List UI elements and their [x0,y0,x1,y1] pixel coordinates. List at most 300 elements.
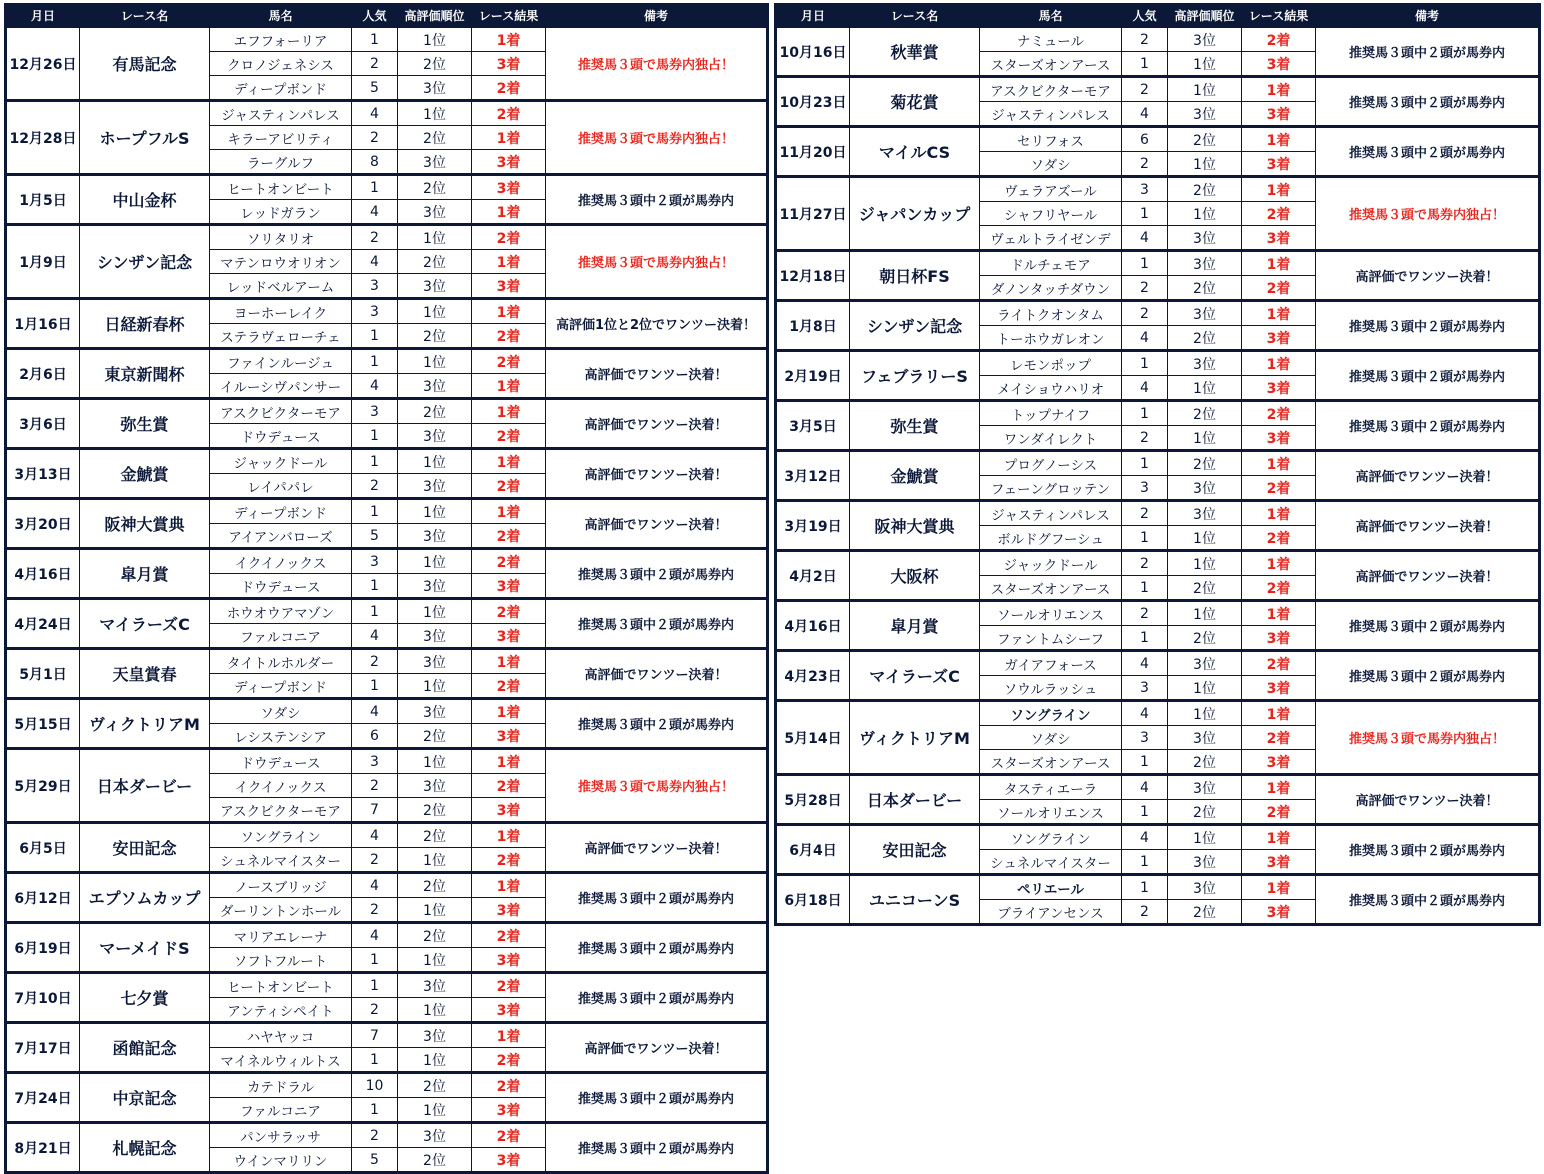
table-row [776,825,1540,850]
evaluation-rank: 2位 [398,399,472,424]
popularity: 8 [352,150,398,175]
evaluation-rank: 1位 [398,948,472,973]
horse-name: アンティシペイト [210,998,352,1023]
header-note: 備考 [546,5,768,27]
table-row [6,1073,768,1098]
evaluation-rank: 1位 [398,225,472,250]
evaluation-rank: 1位 [1168,701,1242,726]
horse-name: イクイノックス [210,549,352,574]
race-date: 7月24日 [6,1073,80,1123]
table-row [6,749,768,774]
evaluation-rank: 2位 [1168,576,1242,601]
popularity: 4 [1122,651,1168,676]
horse-name: タスティエーラ [980,775,1122,800]
popularity: 4 [1122,226,1168,251]
popularity: 4 [1122,326,1168,351]
evaluation-rank: 1位 [398,101,472,126]
race-date: 2月19日 [776,351,850,401]
race-result: 2着 [472,774,546,798]
horse-name: プログノーシス [980,451,1122,476]
horse-name: ジャックドール [210,449,352,474]
popularity: 1 [352,349,398,374]
race-note: 高評価でワンツー決着！ [546,1023,768,1073]
table-row [776,351,1540,376]
table-row [6,449,768,474]
race-result: 2着 [1242,651,1316,676]
race-result: 1着 [472,399,546,424]
popularity: 2 [352,998,398,1023]
horse-name: イクイノックス [210,774,352,798]
popularity: 5 [352,1148,398,1173]
race-note: 高評価でワンツー決着！ [546,823,768,873]
evaluation-rank: 1位 [398,749,472,774]
horse-name: ドルチェモア [980,251,1122,276]
race-date: 3月5日 [776,401,850,451]
table-row [776,251,1540,276]
popularity: 4 [352,873,398,898]
race-result: 2着 [472,973,546,998]
header-popularity: 人気 [352,5,398,27]
popularity: 4 [352,101,398,126]
popularity: 4 [352,374,398,399]
popularity: 1 [1122,800,1168,825]
horse-name: レッドガラン [210,200,352,225]
horse-name: ジャックドール [980,551,1122,576]
popularity: 1 [1122,576,1168,601]
popularity: 1 [352,1098,398,1123]
race-date: 5月28日 [776,775,850,825]
race-note: 推奨馬３頭中２頭が馬券内 [546,1073,768,1123]
race-result: 3着 [1242,226,1316,251]
popularity: 2 [1122,900,1168,925]
popularity: 1 [352,449,398,474]
evaluation-rank: 1位 [1168,825,1242,850]
horse-name: ラーグルフ [210,150,352,175]
race-result: 2着 [472,923,546,948]
race-date: 4月23日 [776,651,850,701]
table-row [776,551,1540,576]
table-row [776,775,1540,800]
race-name: マイルCS [850,127,980,177]
horse-name: マテンロウオリオン [210,250,352,274]
horse-name: マイネルウィルトス [210,1048,352,1073]
popularity: 10 [352,1073,398,1098]
popularity: 1 [1122,52,1168,77]
race-date: 6月19日 [6,923,80,973]
race-result: 1着 [472,27,546,52]
evaluation-rank: 1位 [1168,426,1242,451]
race-date: 12月28日 [6,101,80,175]
header-horse: 馬名 [210,5,352,27]
evaluation-rank: 3位 [1168,226,1242,251]
popularity: 4 [1122,825,1168,850]
horse-name: ソダシ [210,699,352,724]
race-result: 2着 [1242,401,1316,426]
race-date: 1月9日 [6,225,80,299]
race-note: 推奨馬３頭中２頭が馬券内 [1316,27,1540,77]
evaluation-rank: 2位 [398,1073,472,1098]
race-note: 推奨馬３頭で馬券内独占！ [546,225,768,299]
race-date: 3月12日 [776,451,850,501]
horse-name: アスクビクターモア [980,77,1122,102]
race-date: 5月15日 [6,699,80,749]
horse-name: ジャスティンパレス [980,501,1122,526]
table-row [776,701,1540,726]
race-result: 3着 [1242,52,1316,77]
horse-name: ダノンタッチダウン [980,276,1122,301]
horse-name: ソリタリオ [210,225,352,250]
race-note: 高評価でワンツー決着！ [1316,251,1540,301]
horse-name: レイパパレ [210,474,352,499]
horse-name: ソングライン [980,825,1122,850]
horse-name: ファルコニア [210,624,352,649]
header-popularity: 人気 [1122,5,1168,27]
popularity: 1 [1122,750,1168,775]
race-date: 4月2日 [776,551,850,601]
race-name: 中京記念 [80,1073,210,1123]
horse-name: ジャスティンパレス [210,101,352,126]
race-date: 3月13日 [6,449,80,499]
race-result: 3着 [472,574,546,599]
evaluation-rank: 3位 [398,200,472,225]
race-result: 3着 [472,1098,546,1123]
evaluation-rank: 2位 [398,250,472,274]
popularity: 3 [1122,676,1168,701]
table-row [6,175,768,200]
race-result: 3着 [1242,152,1316,177]
race-note: 推奨馬３頭中２頭が馬券内 [1316,77,1540,127]
race-note: 推奨馬３頭中２頭が馬券内 [1316,301,1540,351]
horse-name: ダーリントンホール [210,898,352,923]
race-result: 2着 [472,324,546,349]
horse-name: カテドラル [210,1073,352,1098]
race-result: 3着 [1242,376,1316,401]
race-name: 日本ダービー [80,749,210,823]
race-date: 6月4日 [776,825,850,875]
race-result: 1着 [1242,701,1316,726]
race-result: 1着 [1242,601,1316,626]
horse-name: ソールオリエンス [980,601,1122,626]
table-row [776,651,1540,676]
popularity: 2 [1122,152,1168,177]
evaluation-rank: 1位 [398,1048,472,1073]
race-note: 推奨馬３頭中２頭が馬券内 [1316,351,1540,401]
popularity: 2 [352,225,398,250]
horse-name: ソフトフルート [210,948,352,973]
race-result: 1着 [472,499,546,524]
evaluation-rank: 2位 [398,175,472,200]
evaluation-rank: 3位 [398,699,472,724]
race-result: 2着 [1242,726,1316,750]
header-result: レース結果 [472,5,546,27]
horse-name: ソングライン [980,701,1122,726]
table-row [776,501,1540,526]
popularity: 3 [352,749,398,774]
race-result: 3着 [472,274,546,299]
header-race: レース名 [80,5,210,27]
horse-name: レッドベルアーム [210,274,352,299]
evaluation-rank: 3位 [398,424,472,449]
race-result: 3着 [472,175,546,200]
evaluation-rank: 2位 [1168,276,1242,301]
table-row [6,225,768,250]
race-result: 3着 [1242,626,1316,651]
race-result: 2着 [472,225,546,250]
table-row [776,77,1540,102]
race-date: 3月19日 [776,501,850,551]
horse-name: アイアンバローズ [210,524,352,549]
evaluation-rank: 3位 [398,1123,472,1148]
race-name: 東京新聞杯 [80,349,210,399]
race-date: 5月14日 [776,701,850,775]
evaluation-rank: 2位 [398,873,472,898]
race-name: 阪神大賞典 [850,501,980,551]
race-name: シンザン記念 [850,301,980,351]
race-name: シンザン記念 [80,225,210,299]
popularity: 4 [352,823,398,848]
race-note: 推奨馬３頭中２頭が馬券内 [1316,601,1540,651]
evaluation-rank: 3位 [398,1023,472,1048]
horse-name: キラーアビリティ [210,126,352,150]
evaluation-rank: 2位 [1168,800,1242,825]
popularity: 4 [352,200,398,225]
race-date: 11月27日 [776,177,850,251]
table-row [776,875,1540,900]
popularity: 1 [1122,626,1168,651]
horse-name: ファントムシーフ [980,626,1122,651]
evaluation-rank: 1位 [398,848,472,873]
race-name: 日経新春杯 [80,299,210,349]
evaluation-rank: 2位 [1168,750,1242,775]
popularity: 5 [352,524,398,549]
popularity: 1 [352,674,398,699]
horse-name: マリアエレーナ [210,923,352,948]
race-result: 1着 [472,250,546,274]
race-name: 安田記念 [80,823,210,873]
evaluation-rank: 3位 [1168,875,1242,900]
horse-name: セリフォス [980,127,1122,152]
race-note: 推奨馬３頭で馬券内独占！ [546,27,768,101]
horse-name: シュネルマイスター [210,848,352,873]
evaluation-rank: 1位 [398,27,472,52]
popularity: 1 [352,175,398,200]
horse-name: ノースブリッジ [210,873,352,898]
race-result: 3着 [472,724,546,749]
header-rank: 高評価順位 [398,5,472,27]
horse-name: ライトクオンタム [980,301,1122,326]
left-results-table [4,3,769,1174]
horse-name: ヒートオンビート [210,175,352,200]
popularity: 7 [352,1023,398,1048]
evaluation-rank: 1位 [398,499,472,524]
evaluation-rank: 3位 [398,649,472,674]
popularity: 1 [1122,451,1168,476]
horse-name: ファルコニア [210,1098,352,1123]
table-row [6,1023,768,1048]
header-result: レース結果 [1242,5,1316,27]
race-result: 3着 [472,52,546,76]
right-results-table [774,3,1541,926]
table-row [6,1123,768,1148]
race-note: 高評価でワンツー決着！ [546,499,768,549]
race-result: 3着 [472,150,546,175]
horse-name: スターズオンアース [980,750,1122,775]
popularity: 1 [352,1048,398,1073]
horse-name: スターズオンアース [980,576,1122,601]
evaluation-rank: 1位 [1168,152,1242,177]
horse-name: ソールオリエンス [980,800,1122,825]
evaluation-rank: 3位 [398,574,472,599]
horse-name: ウインマリリン [210,1148,352,1173]
race-result: 2着 [1242,276,1316,301]
race-name: 札幌記念 [80,1123,210,1173]
race-note: 推奨馬３頭中２頭が馬券内 [546,923,768,973]
popularity: 3 [1122,726,1168,750]
table-row [6,649,768,674]
race-result: 1着 [472,823,546,848]
horse-name: ジャスティンパレス [980,102,1122,127]
race-name: 函館記念 [80,1023,210,1073]
race-result: 3着 [1242,426,1316,451]
horse-name: ワンダイレクト [980,426,1122,451]
horse-name: エフフォーリア [210,27,352,52]
race-name: マーメイドS [80,923,210,973]
evaluation-rank: 3位 [398,774,472,798]
horse-name: ソウルラッシュ [980,676,1122,701]
popularity: 2 [1122,501,1168,526]
popularity: 1 [1122,401,1168,426]
horse-name: ボルドグフーシュ [980,526,1122,551]
table-row [776,451,1540,476]
evaluation-rank: 2位 [398,798,472,823]
race-note: 推奨馬３頭で馬券内独占！ [546,101,768,175]
race-result: 2着 [472,549,546,574]
horse-name: ヴェラアズール [980,177,1122,202]
evaluation-rank: 2位 [398,52,472,76]
horse-name: クロノジェネシス [210,52,352,76]
race-result: 2着 [472,1123,546,1148]
popularity: 1 [352,27,398,52]
popularity: 1 [1122,202,1168,226]
popularity: 6 [352,724,398,749]
evaluation-rank: 3位 [398,76,472,101]
evaluation-rank: 2位 [1168,401,1242,426]
race-note: 推奨馬３頭中２頭が馬券内 [546,699,768,749]
evaluation-rank: 3位 [1168,850,1242,875]
race-name: 日本ダービー [850,775,980,825]
race-result: 2着 [472,599,546,624]
popularity: 2 [352,474,398,499]
header-rank: 高評価順位 [1168,5,1242,27]
race-name: ジャパンカップ [850,177,980,251]
race-note: 高評価でワンツー決着！ [546,399,768,449]
horse-name: メイショウハリオ [980,376,1122,401]
race-result: 3着 [1242,676,1316,701]
horse-name: タイトルホルダー [210,649,352,674]
evaluation-rank: 3位 [1168,27,1242,52]
popularity: 4 [1122,376,1168,401]
horse-name: シュネルマイスター [980,850,1122,875]
race-result: 1着 [472,299,546,324]
evaluation-rank: 1位 [398,898,472,923]
popularity: 4 [352,624,398,649]
table-row [776,401,1540,426]
evaluation-rank: 1位 [1168,77,1242,102]
popularity: 4 [1122,701,1168,726]
horse-name: トーホウガレオン [980,326,1122,351]
evaluation-rank: 1位 [398,549,472,574]
popularity: 3 [352,399,398,424]
evaluation-rank: 3位 [1168,651,1242,676]
evaluation-rank: 1位 [398,449,472,474]
race-result: 2着 [472,524,546,549]
popularity: 2 [352,774,398,798]
evaluation-rank: 2位 [398,324,472,349]
horse-name: フェーングロッテン [980,476,1122,501]
evaluation-rank: 3位 [398,374,472,399]
evaluation-rank: 2位 [1168,451,1242,476]
race-name: ユニコーンS [850,875,980,925]
race-note: 高評価1位と2位でワンツー決着！ [546,299,768,349]
race-note: 推奨馬３頭中２頭が馬券内 [546,175,768,225]
popularity: 3 [352,274,398,299]
race-result: 1着 [1242,875,1316,900]
horse-name: ペリエール [980,875,1122,900]
race-name: 弥生賞 [850,401,980,451]
race-note: 高評価でワンツー決着！ [1316,551,1540,601]
race-name: 朝日杯FS [850,251,980,301]
popularity: 4 [352,923,398,948]
race-note: 推奨馬３頭で馬券内独占！ [1316,177,1540,251]
popularity: 3 [352,299,398,324]
right-table-body [776,27,1540,925]
horse-name: ハヤヤッコ [210,1023,352,1048]
evaluation-rank: 1位 [398,299,472,324]
popularity: 4 [352,250,398,274]
table-row [6,27,768,52]
evaluation-rank: 2位 [1168,127,1242,152]
race-result: 1着 [1242,551,1316,576]
race-result: 1着 [1242,451,1316,476]
popularity: 4 [352,699,398,724]
evaluation-rank: 1位 [398,998,472,1023]
race-result: 1着 [472,649,546,674]
horse-name: ファインルージュ [210,349,352,374]
race-note: 高評価でワンツー決着！ [546,649,768,699]
race-date: 2月6日 [6,349,80,399]
evaluation-rank: 3位 [398,474,472,499]
race-date: 7月17日 [6,1023,80,1073]
race-name: 有馬記念 [80,27,210,101]
race-result: 1着 [1242,501,1316,526]
race-name: ヴィクトリアM [80,699,210,749]
popularity: 4 [1122,102,1168,127]
race-date: 6月12日 [6,873,80,923]
popularity: 2 [1122,301,1168,326]
race-note: 高評価でワンツー決着！ [1316,501,1540,551]
race-note: 推奨馬３頭中２頭が馬券内 [1316,875,1540,925]
race-date: 7月10日 [6,973,80,1023]
evaluation-rank: 2位 [398,1148,472,1173]
race-name: マイラーズC [850,651,980,701]
race-date: 6月18日 [776,875,850,925]
popularity: 1 [352,973,398,998]
horse-name: スターズオンアース [980,52,1122,77]
popularity: 1 [352,424,398,449]
race-note: 高評価でワンツー決着！ [546,349,768,399]
race-note: 推奨馬３頭中２頭が馬券内 [1316,825,1540,875]
race-result: 1着 [1242,251,1316,276]
